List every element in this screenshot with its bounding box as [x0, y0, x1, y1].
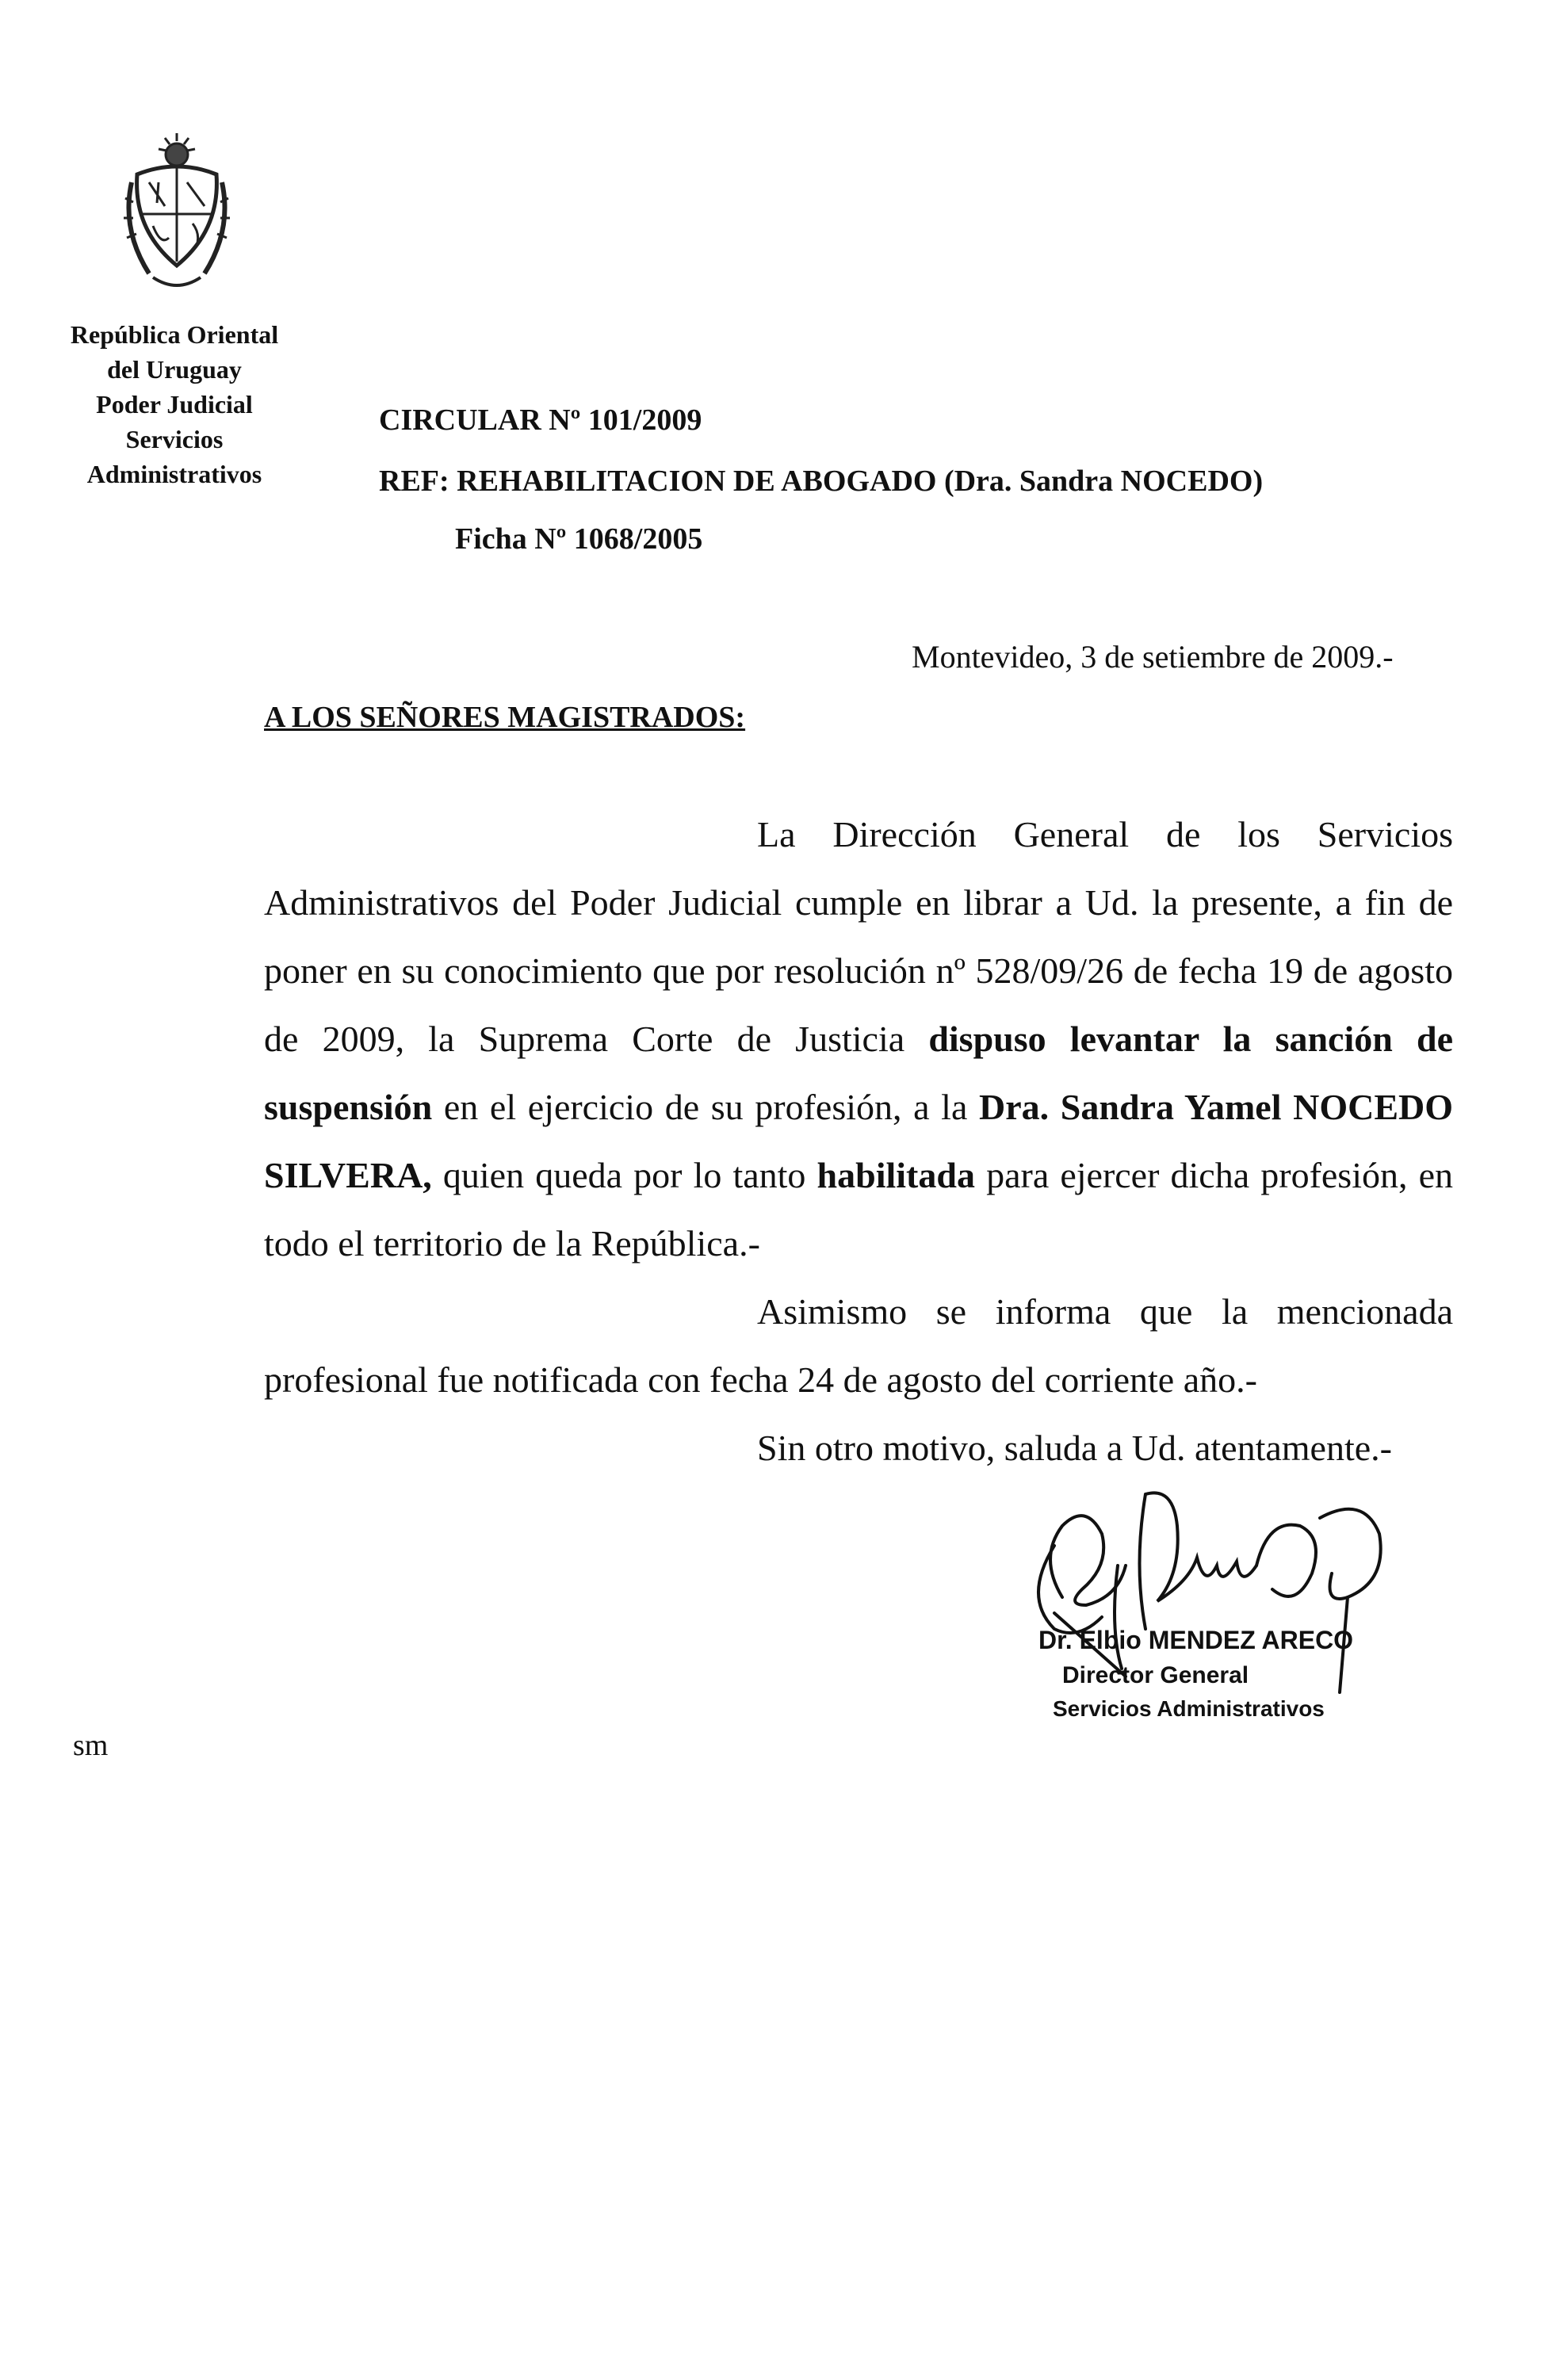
paragraph-line: La Dirección General de los Servicios [757, 814, 1453, 854]
signature [1007, 1470, 1451, 1740]
closing-line: Sin otro motivo, saluda a Ud. atentamente.- [757, 1428, 1392, 1468]
signer-title: Director General [1062, 1662, 1249, 1688]
coat-of-arms-icon [117, 127, 236, 297]
paragraph-line [264, 1073, 1453, 1141]
date-line: Montevideo, 3 de setiembre de 2009.- [912, 639, 1394, 675]
reference: REF: REHABILITACION DE ABOGADO (Dra. Sandra NOCEDO) [379, 465, 1264, 498]
sender-line: Administrativos [86, 460, 262, 488]
paragraph-line: Asimismo se informa que la mencionada [757, 1291, 1453, 1332]
bold-text-run: SILVERA, [264, 1155, 432, 1195]
text-run: de 2009, la Suprema Corte de Justicia [264, 1019, 905, 1059]
addressee: A LOS SEÑORES MAGISTRADOS: [264, 701, 746, 734]
signer-office: Servicios Administrativos [1053, 1696, 1325, 1721]
typist-initials: sm [73, 1729, 109, 1762]
sender-line: Servicios [125, 425, 224, 453]
text-run: para ejercer dicha profesión, en [986, 1155, 1453, 1195]
letter-body [264, 801, 1453, 1482]
paragraph-line [264, 1141, 1453, 1210]
paragraph-line [264, 1005, 1453, 1073]
bold-text-run: suspensión [264, 1087, 433, 1127]
bold-text-run: dispuso levantar la sanción de [928, 1019, 1453, 1059]
text-run: quien queda por lo tanto [442, 1155, 806, 1195]
paragraph-line: todo el territorio de la República.- [264, 1223, 760, 1264]
sender-line: del Uruguay [107, 355, 242, 384]
paragraph-line: poner en su conocimiento que por resolución nº 528/09/26 de fecha 19 de agosto [264, 950, 1453, 991]
sender-line: Poder Judicial [96, 390, 253, 419]
signer-name: Dr. Elbio MENDEZ ARECO [1038, 1626, 1354, 1654]
sender-line: República Oriental [70, 320, 279, 349]
bold-text-run: Dra. Sandra Yamel NOCEDO [979, 1087, 1453, 1127]
ficha-number: Ficha Nº 1068/2005 [455, 522, 703, 556]
bold-text-run: habilitada [817, 1155, 975, 1195]
text-run: en el ejercicio de su profesión, a la [443, 1087, 968, 1127]
sender-block [32, 317, 317, 491]
paragraph-line: profesional fue notificada con fecha 24 de agosto del corriente año.- [264, 1359, 1257, 1400]
circular-number: CIRCULAR Nº 101/2009 [379, 403, 702, 437]
paragraph-line: Administrativos del Poder Judicial cumple en librar a Ud. la presente, a fin de [264, 882, 1453, 923]
